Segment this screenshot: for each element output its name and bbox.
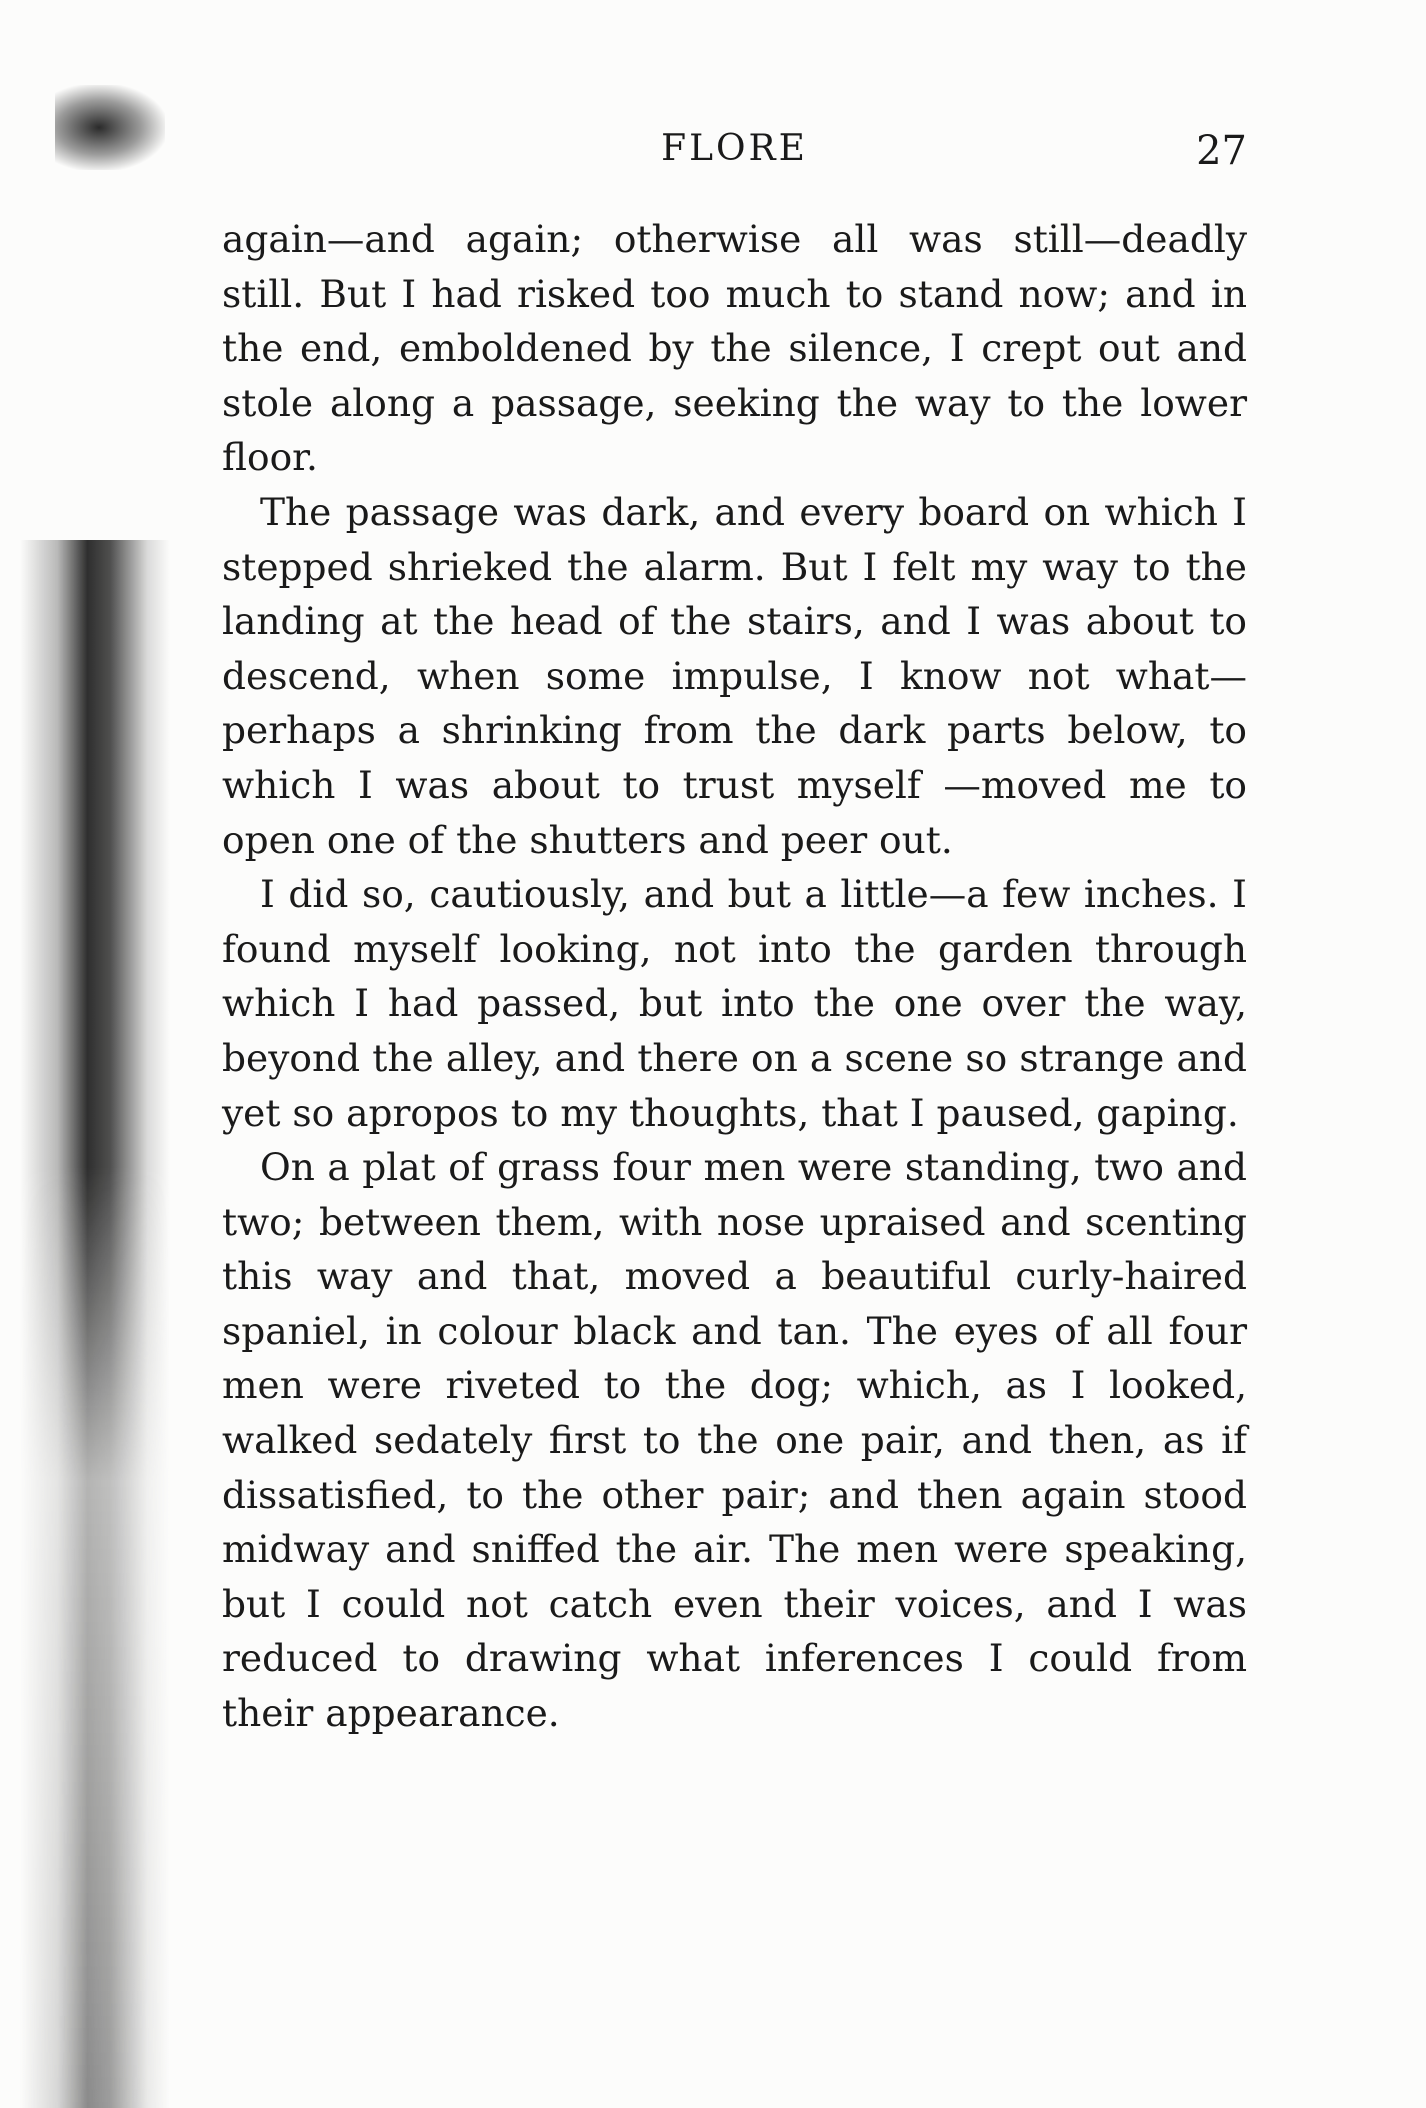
page-header bbox=[222, 128, 1247, 184]
paragraph: I did so, cautiously, and but a little—a few inches. I found myself looking, not into the garden through which I had passed, but into the one over the way, beyond the alley, and there on a scene so strange and yet so apropos to my thoughts, that I paused, gaping. bbox=[222, 872, 1247, 1135]
paragraph: The passage was dark, and every board on which I stepped shrieked the alarm. But I felt my way to the landing at the head of the stairs, and I was about to descend, when some impulse, I know not what—perhaps a shrinking from the dark parts below, to which I was about to trust myself —moved me to open one of the shutters and peer out. bbox=[222, 489, 1247, 862]
running-head: FLORE bbox=[661, 128, 808, 169]
paragraph: again—and again; otherwise all was still—deadly still. But I had risked too much to stand now; and in the end, emboldened by the silence, I crept out and stole along a passage, seeking the way to the lower floor. bbox=[222, 217, 1247, 480]
scan-shadow-top bbox=[55, 85, 165, 170]
paragraph: On a plat of grass four men were standing, two and two; between them, with nose upraised and scenting this way and that, moved a beautiful curly-haired spaniel, in colour black and tan. The eyes of all four men were riveted to the dog; which, as I looked, walked sedately first to the one pair, and then, as if dissatisfied, to the other pair; and then again stood midway and sniffed the air. The men were speaking, but I could not catch even their voices, and I was reduced to drawing what inferences I could from their appearance. bbox=[222, 1145, 1247, 1736]
page-number: 27 bbox=[1196, 128, 1247, 174]
scan-gutter-shadow bbox=[20, 540, 170, 2108]
body-text bbox=[222, 212, 1247, 1741]
